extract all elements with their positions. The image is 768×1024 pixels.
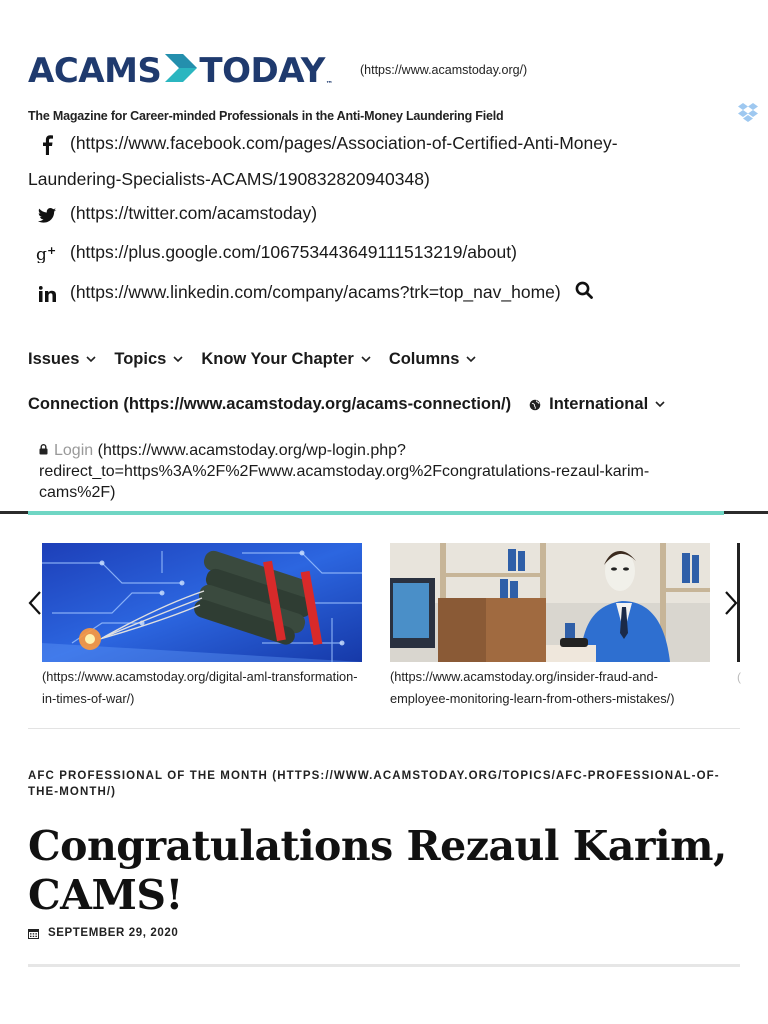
chevron-down-icon (173, 356, 183, 363)
article-header-divider (28, 964, 740, 967)
carousel-prev-button[interactable] (28, 590, 42, 621)
social-facebook[interactable] (28, 126, 688, 197)
slide-image-dynamite-circuit[interactable] (42, 543, 362, 662)
linkedin-icon (32, 276, 62, 311)
twitter-icon (32, 197, 62, 232)
logo-trademark: ™ (325, 80, 333, 88)
logo-chevron-icon (165, 51, 197, 91)
main-nav (28, 350, 494, 369)
nav-issues[interactable] (28, 350, 96, 369)
nav-know-your-chapter[interactable] (201, 350, 370, 369)
dropbox-icon[interactable] (737, 103, 759, 128)
nav-issues-label: Issues (28, 350, 80, 368)
calendar-icon (28, 928, 39, 939)
article-date-text: SEPTEMBER 29, 2020 (48, 927, 179, 939)
chevron-left-icon (28, 590, 42, 616)
nav-columns[interactable] (389, 350, 477, 369)
logo-text-today: TODAY (199, 51, 325, 91)
article-title: Congratulations Rezaul Karim, CAMS! (28, 822, 727, 919)
lock-icon (39, 440, 48, 461)
home-link[interactable]: (https://www.acamstoday.org/) (360, 63, 528, 77)
carousel-slide[interactable] (390, 543, 710, 710)
social-linkedin[interactable] (28, 275, 593, 311)
chevron-down-icon (655, 401, 665, 408)
site-header (28, 50, 528, 92)
nav-know-your-chapter-label: Know Your Chapter (201, 350, 354, 368)
nav-topics-label: Topics (114, 350, 167, 368)
nav-columns-label: Columns (388, 350, 460, 368)
article-category-link[interactable]: AFC PROFESSIONAL OF THE MONTH (HTTPS://WWW.ACAMSTODAY.ORG/TOPICS/AFC-PROFESSIONAL-OF-THE-MONTH/) (28, 770, 720, 798)
chevron-down-icon (86, 356, 96, 363)
nav-international[interactable] (529, 395, 665, 414)
logo-text-acams: ACAMS (28, 51, 162, 91)
article-date (28, 927, 178, 939)
site-tagline: The Magazine for Career-minded Professionals in the Anti-Money Laundering Field (28, 109, 504, 123)
slide-caption[interactable]: (https://www.acamstoday.org/insider-fraud-and-employee-monitoring-learn-from-others-mistakes/) (390, 669, 675, 706)
facebook-icon (32, 127, 62, 162)
slide-image-masked-employee[interactable] (390, 543, 710, 662)
chevron-down-icon (361, 356, 371, 363)
chevron-down-icon (466, 356, 476, 363)
login-link[interactable] (39, 440, 719, 503)
chevron-right-icon (724, 590, 738, 616)
carousel-next-button[interactable] (724, 590, 738, 621)
svg-text:g: g (36, 245, 47, 264)
nav-international-label: International (549, 395, 649, 413)
section-divider (28, 728, 740, 729)
globe-icon (529, 399, 541, 411)
header-accent-bar (28, 511, 724, 515)
slide-caption[interactable]: (https://www.acamstoday.org/digital-aml-transformation-in-times-of-war/) (42, 669, 358, 706)
login-url[interactable]: (https://www.acamstoday.org/wp-login.php?redirect_to=https%3A%2F%2Fwww.acamstoday.org%2Fcongratulations-rezaul-karim-cams%2F) (39, 442, 650, 502)
carousel-slide[interactable] (42, 543, 362, 710)
login-label[interactable]: Login (54, 442, 94, 459)
social-twitter[interactable] (28, 196, 317, 232)
svg-text:+: + (47, 245, 57, 258)
nav-connection[interactable]: Connection (https://www.acamstoday.org/acams-connection/) (28, 395, 512, 413)
facebook-link-text[interactable]: (https://www.facebook.com/pages/Association-of-Certified-Anti-Money-Laundering-Specialists-ACAMS/190832820940348) (28, 133, 618, 189)
nav-topics[interactable] (114, 350, 183, 369)
linkedin-link-text[interactable]: (https://www.linkedin.com/company/acams?trk=top_nav_home) (70, 282, 561, 302)
carousel-slide-partial-caption: ( (737, 670, 741, 684)
google-plus-icon (32, 236, 62, 271)
acams-today-logo[interactable] (28, 50, 332, 92)
search-icon[interactable] (575, 276, 593, 311)
featured-carousel (0, 530, 768, 720)
googleplus-link-text[interactable]: (https://plus.google.com/106753443649111513219/about) (70, 242, 517, 262)
secondary-nav (28, 395, 665, 414)
twitter-link-text[interactable]: (https://twitter.com/acamstoday) (70, 203, 318, 223)
social-googleplus[interactable] (28, 235, 517, 271)
